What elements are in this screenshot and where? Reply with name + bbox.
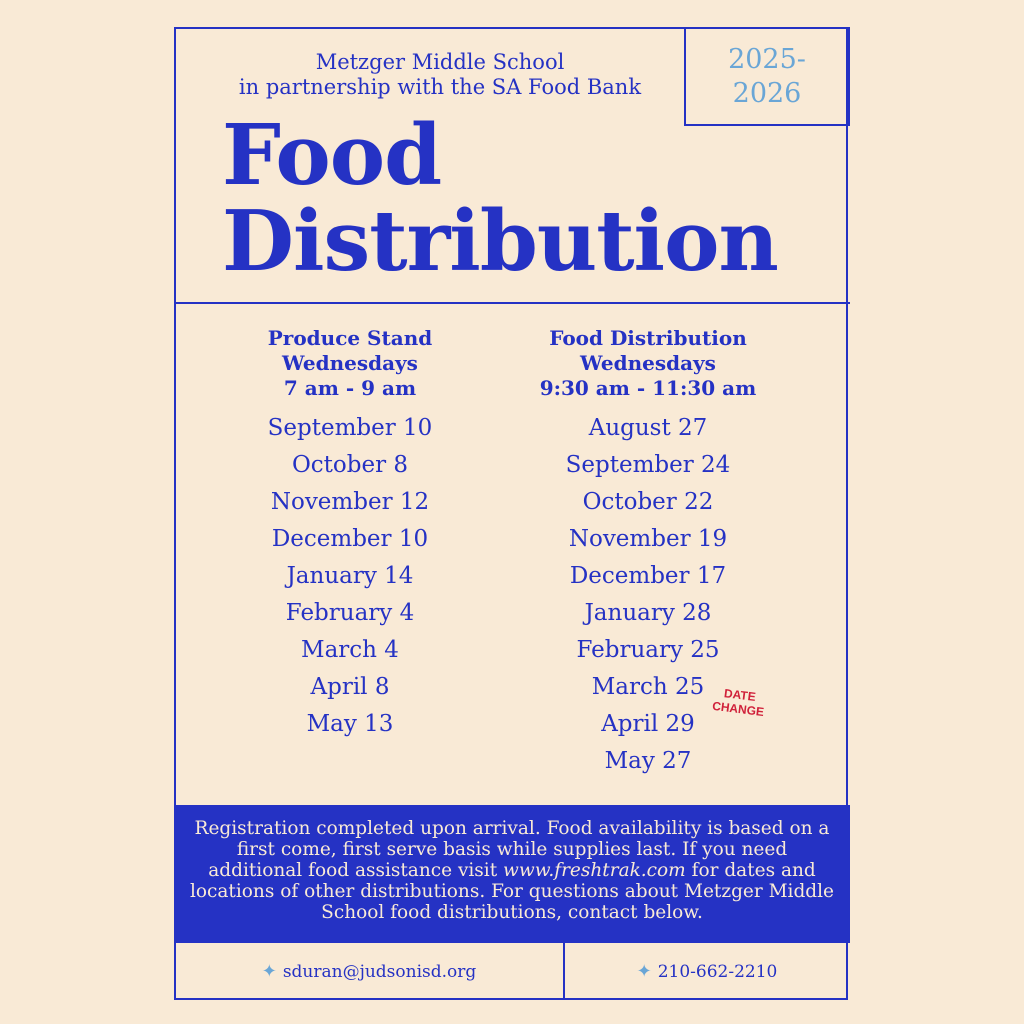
produce-date: March 4 <box>301 637 399 663</box>
stamp-line-2: CHANGE <box>711 698 765 720</box>
distribution-date: October 22 <box>582 489 714 515</box>
contact-phone[interactable]: 210-662-2210 <box>657 961 778 982</box>
partner-line: in partnership with the SA Food Bank <box>238 75 642 99</box>
distribution-date: May 27 <box>604 748 692 774</box>
organizer-subtitle <box>200 50 680 100</box>
school-name: Metzger Middle School <box>315 50 565 74</box>
distribution-date: January 28 <box>584 600 712 626</box>
produce-date-list <box>200 410 500 743</box>
header-divider <box>174 302 850 304</box>
sparkle-icon: ✦ <box>261 961 277 982</box>
info-text-start: Registration completed upon arrival. Food availability is based on a first come, first serve basis while supplies last. If you need additional food assistance visit <box>194 818 830 881</box>
produce-date: April 8 <box>310 674 390 700</box>
distribution-date: February 25 <box>576 637 720 663</box>
info-banner <box>174 805 850 943</box>
produce-date: December 10 <box>271 526 429 552</box>
distribution-heading-line-1: Food Distribution <box>549 326 747 350</box>
distribution-date: December 17 <box>569 563 727 589</box>
distribution-heading-line-2: Wednesdays <box>580 351 716 375</box>
distribution-date-list <box>498 410 798 780</box>
distribution-date: August 27 <box>588 415 708 441</box>
year-line-1: 2025- <box>728 43 806 75</box>
produce-stand-column <box>200 326 500 743</box>
distribution-date: November 19 <box>568 526 728 552</box>
produce-date: September 10 <box>267 415 433 441</box>
contact-email[interactable]: sduran@judsonisd.org <box>282 961 477 982</box>
sparkle-icon: ✦ <box>636 961 652 982</box>
info-text-end: for dates and locations of other distributions. For questions about Metzger Middle School food distributions, contact below. <box>189 860 834 923</box>
distribution-heading-line-3: 9:30 am - 11:30 am <box>539 376 757 400</box>
produce-heading-line-2: Wednesdays <box>282 351 418 375</box>
distribution-heading <box>498 326 798 401</box>
produce-date: November 12 <box>270 489 430 515</box>
changed-date-text: April 29 <box>601 711 695 737</box>
title-line-1: Food <box>222 106 442 204</box>
distribution-date: September 24 <box>565 452 731 478</box>
produce-heading-line-3: 7 am - 9 am <box>283 376 417 400</box>
page-title <box>222 106 778 290</box>
produce-date: February 4 <box>285 600 415 626</box>
year-line-2: 2026 <box>732 77 802 109</box>
food-distribution-column <box>498 326 798 780</box>
produce-stand-heading <box>200 326 500 401</box>
distribution-date: March 25 <box>591 674 705 700</box>
produce-heading-line-1: Produce Stand <box>267 326 433 350</box>
title-line-2: Distribution <box>222 192 778 290</box>
email-contact <box>174 943 564 1000</box>
produce-date: May 13 <box>306 711 394 737</box>
produce-date: October 8 <box>291 452 409 478</box>
phone-contact <box>564 943 850 1000</box>
produce-date: January 14 <box>286 563 414 589</box>
freshtrak-link[interactable]: www.freshtrak.com <box>503 860 686 881</box>
stamp-line-1: DATE <box>723 686 757 704</box>
